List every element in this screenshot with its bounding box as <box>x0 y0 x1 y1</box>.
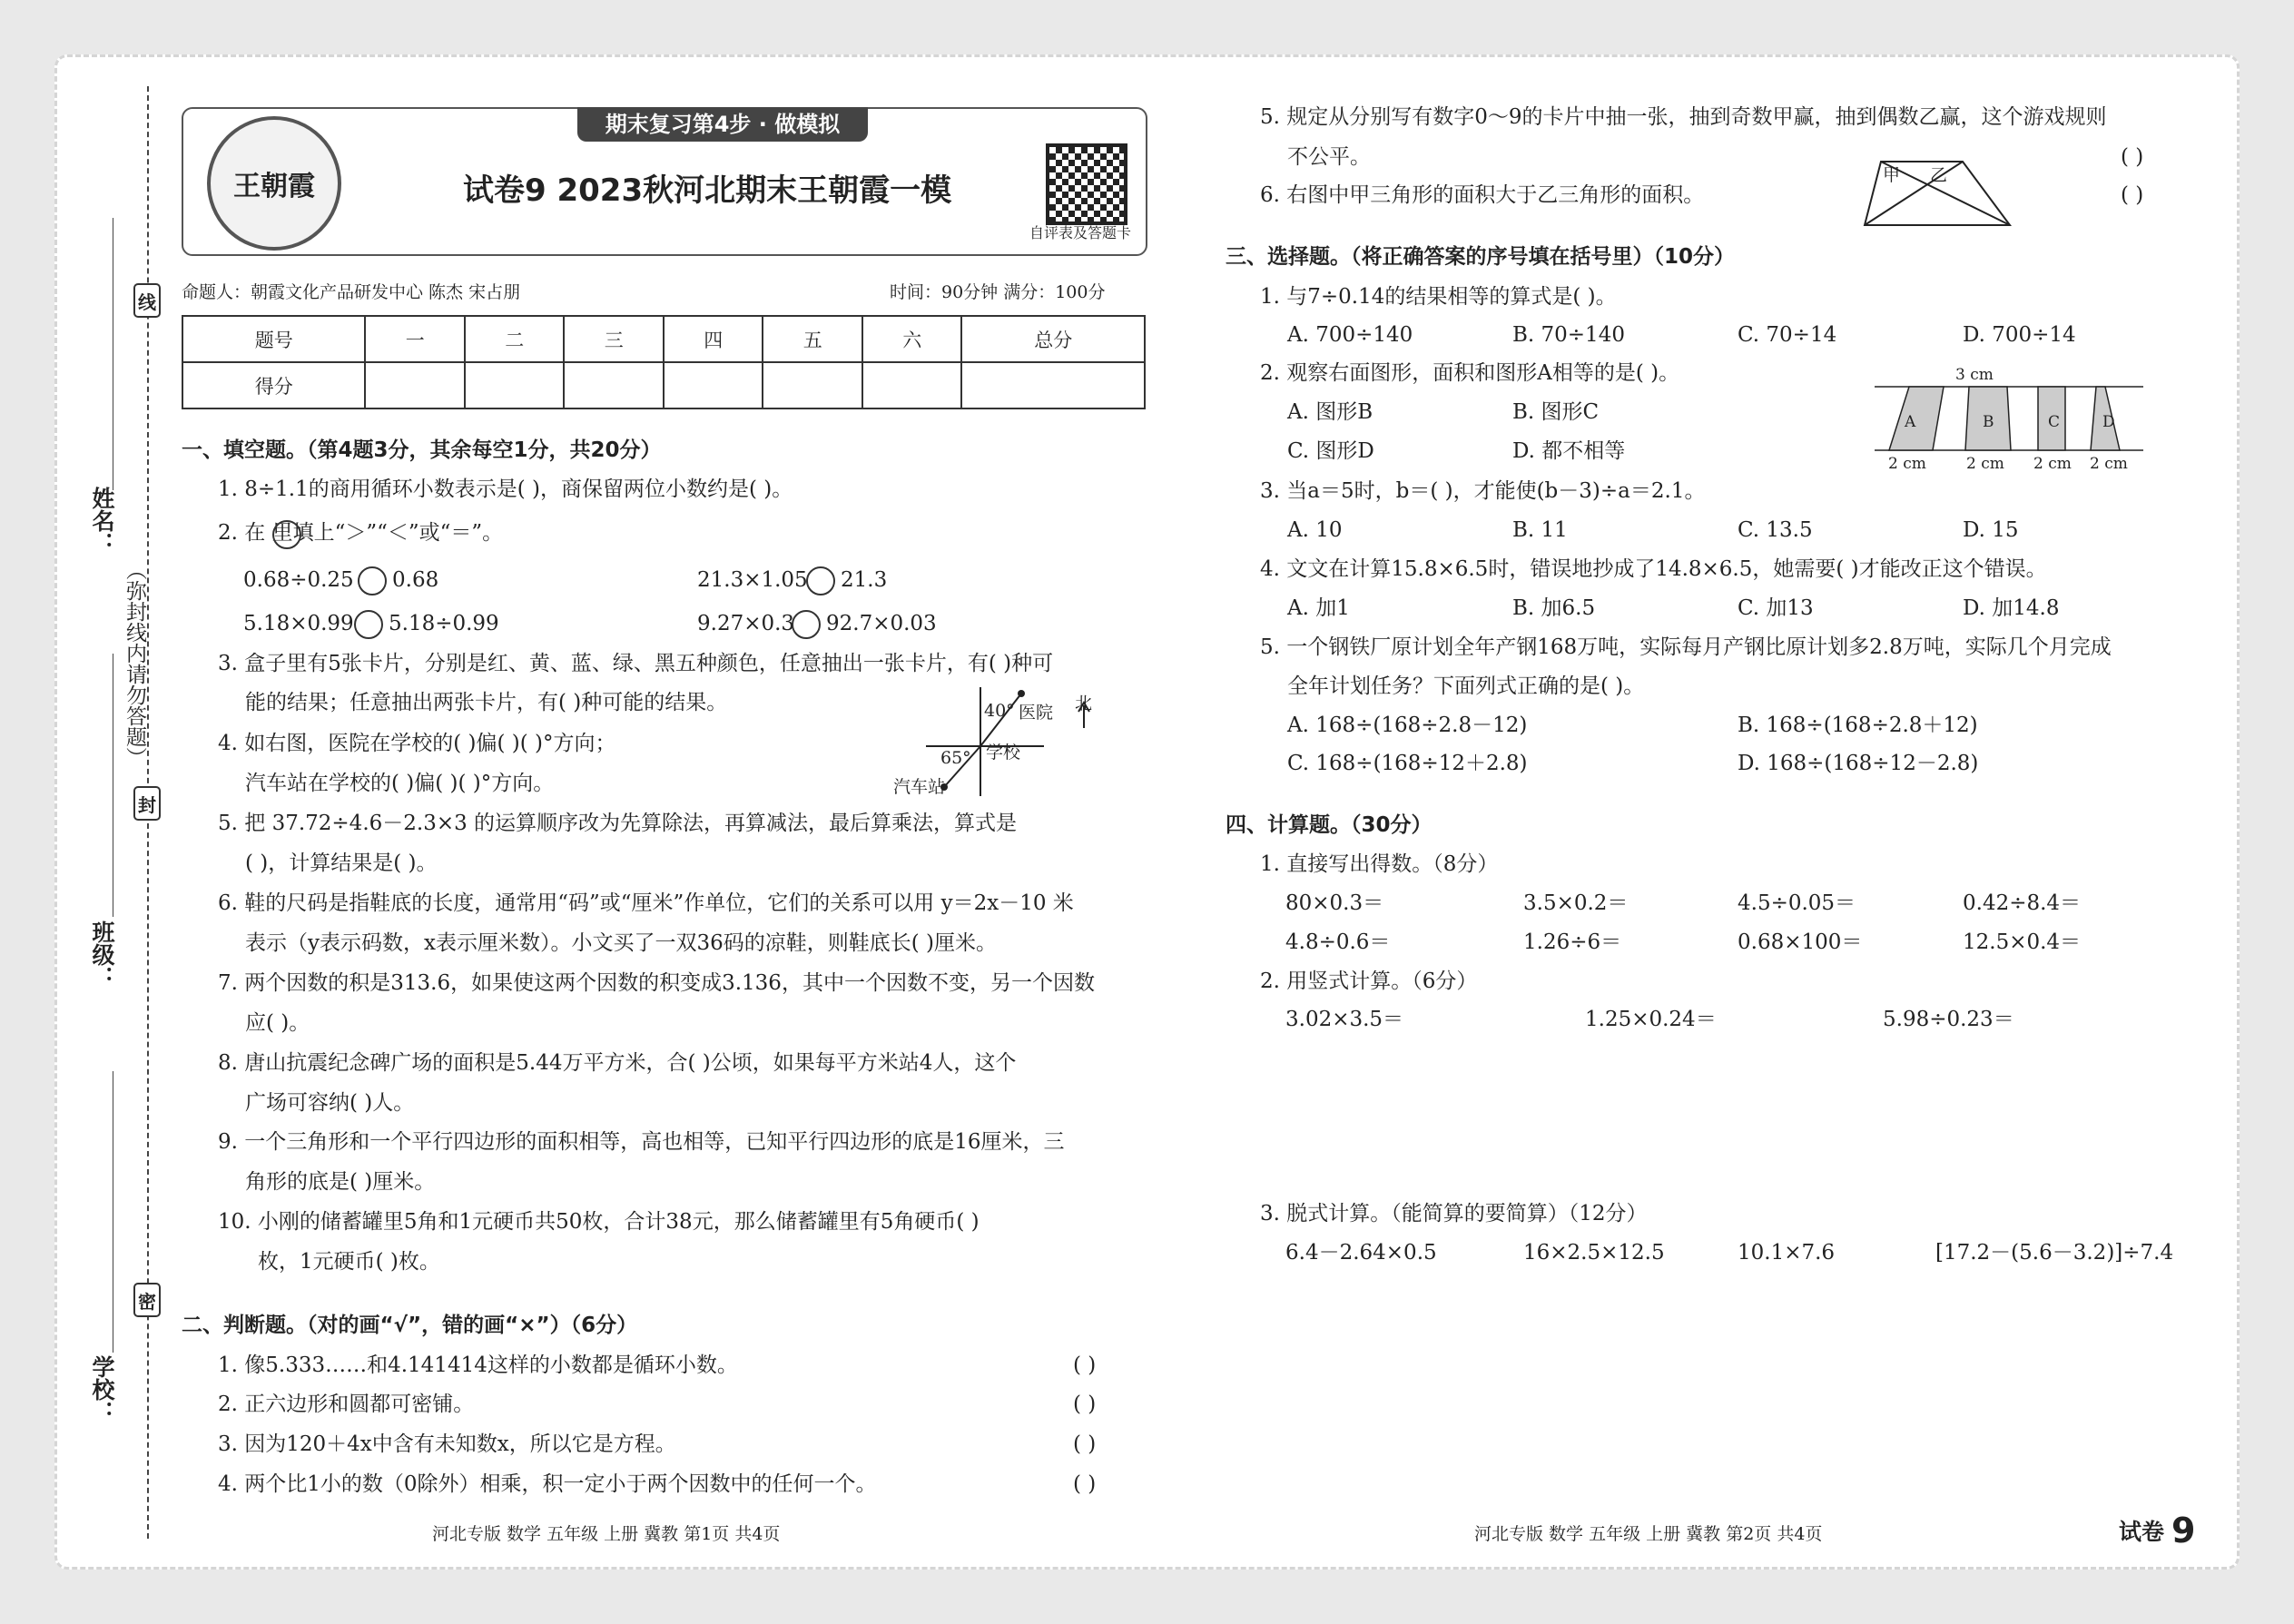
q2-a-left: 0.68÷0.25 <box>243 568 354 592</box>
calc-3-title: 3. 脱式计算。（能简算的要简算）（12分） <box>1260 1202 1648 1225</box>
question-1: 1. 8÷1.1的商用循环小数表示是( )，商保留两位小数约是( )。 <box>218 477 793 501</box>
triangle-jia: 甲 <box>1883 165 1901 185</box>
footer-right: 河北专版 数学 五年级 上册 冀教 第2页 共4页 <box>1474 1524 1823 1544</box>
q2-b-left: 21.3×1.05 <box>697 568 808 592</box>
shapes-top-label: 3 cm <box>1955 366 1994 384</box>
score-input-cell[interactable] <box>664 362 763 408</box>
logo-text: 王朝霞 <box>233 171 315 202</box>
choice-4-opt-d[interactable]: D. 加14.8 <box>1963 596 2060 620</box>
calc-3-item[interactable]: 6.4－2.64×0.5 <box>1285 1241 1437 1265</box>
q2-d-right: 92.7×0.03 <box>826 612 937 635</box>
choice-4-opt-a[interactable]: A. 加1 <box>1287 596 1350 620</box>
compare-circle-input[interactable] <box>792 610 821 639</box>
qr-caption: 自评表及答题卡 <box>1029 224 1132 241</box>
page-title: 试卷9 2023秋河北期末王朝霞一模 <box>463 172 952 209</box>
calc-3-item[interactable]: 10.1×7.6 <box>1738 1241 1836 1265</box>
question-3-line1: 3. 盒子里有5张卡片，分别是红、黄、蓝、绿、黑五种颜色，任意抽出一张卡片，有( )种可 <box>218 652 1054 675</box>
paper-number: 9 <box>2171 1511 2196 1550</box>
choice-3-opt-d[interactable]: D. 15 <box>1963 518 2019 542</box>
score-input-cell[interactable] <box>961 362 1145 408</box>
calc-1-item[interactable]: 0.68×100＝ <box>1738 930 1863 954</box>
figure-north: 北 <box>1075 694 1093 714</box>
score-input-cell[interactable] <box>465 362 565 408</box>
figure-angle-40: 40° <box>984 701 1015 721</box>
calc-1-item[interactable]: 12.5×0.4＝ <box>1963 930 2082 954</box>
score-header-cell: 题号 <box>182 316 365 362</box>
choice-4-opt-b[interactable]: B. 加6.5 <box>1512 596 1596 620</box>
calc-3-item[interactable]: [17.2－(5.6－3.2)]÷7.4 <box>1935 1241 2174 1265</box>
calc-1-title: 1. 直接写出得数。（8分） <box>1260 852 1499 876</box>
score-header-cell: 总分 <box>961 316 1145 362</box>
score-input-cell[interactable] <box>365 362 465 408</box>
choice-3: 3. 当a＝5时，b＝( )，才能使(b－3)÷a＝2.1。 <box>1260 479 1706 503</box>
judge-4: 4. 两个比1小的数（0除外）相乘，积一定小于两个因数中的任何一个。 <box>218 1472 877 1496</box>
figure-station: 汽车站 <box>893 777 946 797</box>
question-6-line2: 表示（y表示码数，x表示厘米数）。小文买了一双36码的凉鞋，则鞋底长( )厘米。 <box>245 931 997 955</box>
question-10-line2: 枚，1元硬币( )枚。 <box>258 1250 440 1274</box>
question-4-line1: 4. 如右图，医院在学校的( )偏( )( )°方向； <box>218 732 616 755</box>
choice-2-opt-c[interactable]: C. 图形D <box>1287 439 1374 463</box>
q2-c-right: 5.18÷0.99 <box>389 612 499 635</box>
question-2: 2. 在 里填上“＞”“＜”或“＝”。 <box>218 521 504 545</box>
q2-d-left: 9.27×0.3 <box>697 612 795 635</box>
choice-1-opt-a[interactable]: A. 700÷140 <box>1287 323 1413 347</box>
logo-seal <box>207 116 341 251</box>
judge-1-answer[interactable]: ( ) <box>1073 1353 1097 1377</box>
section1-title: 一、填空题。（第4题3分，其余每空1分，共20分） <box>182 438 662 462</box>
choice-2-opt-a[interactable]: A. 图形B <box>1287 400 1373 424</box>
section2-title: 二、判断题。（对的画“√”，错的画“×”）（6分） <box>182 1314 638 1337</box>
choice-5-opt-b[interactable]: B. 168÷(168÷2.8＋12) <box>1738 714 1978 737</box>
paper-number-label: 试卷 <box>2119 1519 2165 1545</box>
score-input-cell[interactable] <box>862 362 962 408</box>
score-header-cell: 一 <box>365 316 465 362</box>
q2-a-right: 0.68 <box>392 568 439 592</box>
choice-5-line1: 5. 一个钢铁厂原计划全年产钢168万吨，实际每月产钢比原计划多2.8万吨，实际几个月完成 <box>1260 635 2112 659</box>
compare-circle-input[interactable] <box>358 566 387 595</box>
section4-title: 四、计算题。（30分） <box>1226 813 1433 837</box>
judge-6-answer[interactable]: ( ) <box>2121 183 2144 207</box>
choice-2-opt-b[interactable]: B. 图形C <box>1512 400 1600 424</box>
score-header-cell: 四 <box>664 316 763 362</box>
calc-1-item[interactable]: 1.26÷6＝ <box>1523 930 1622 954</box>
question-9-line2: 角形的底是( )厘米。 <box>245 1170 436 1194</box>
choice-5-opt-a[interactable]: A. 168÷(168÷2.8－12) <box>1287 714 1528 737</box>
authors: 命题人：朝霞文化产品研发中心 陈杰 宋占朋 <box>182 282 521 302</box>
score-header-cell: 二 <box>465 316 565 362</box>
shape-width-d: 2 cm <box>2090 455 2128 473</box>
seal-mi-char: 密 <box>133 1283 161 1317</box>
choice-3-opt-c[interactable]: C. 13.5 <box>1738 518 1813 542</box>
calc-2-title: 2. 用竖式计算。（6分） <box>1260 969 1478 993</box>
name-label: 姓名： <box>89 487 115 555</box>
score-input-cell[interactable] <box>564 362 664 408</box>
question-7-line1: 7. 两个因数的积是313.6，如果使这两个因数的积变成3.136，其中一个因数不变，另一个因数 <box>218 971 1095 995</box>
choice-1-opt-b[interactable]: B. 70÷140 <box>1512 323 1625 347</box>
question-8-line2: 广场可容纳( )人。 <box>245 1091 415 1115</box>
choice-1-opt-d[interactable]: D. 700÷14 <box>1963 323 2076 347</box>
qr-code[interactable] <box>1046 143 1127 225</box>
question-4-line2: 汽车站在学校的( )偏( )( )°方向。 <box>245 772 555 795</box>
shape-width-c: 2 cm <box>2033 455 2072 473</box>
figure-angle-65: 65° <box>940 748 971 768</box>
choice-5-opt-c[interactable]: C. 168÷(168÷12＋2.8) <box>1287 752 1528 775</box>
shape-width-b: 2 cm <box>1966 455 2004 473</box>
question-6-line1: 6. 鞋的尺码是指鞋底的长度，通常用“码”或“厘米”作单位，它们的关系可以用 y＝2x－10 米 <box>218 891 1074 915</box>
calc-1-item[interactable]: 4.8÷0.6＝ <box>1285 930 1391 954</box>
figure-school: 学校 <box>986 743 1021 763</box>
score-table <box>182 315 1146 409</box>
judge-3: 3. 因为120＋4x中含有未知数x，所以它是方程。 <box>218 1432 676 1456</box>
calc-1-item[interactable]: 0.42÷8.4＝ <box>1963 891 2082 915</box>
class-label: 班级： <box>89 920 115 989</box>
judge-5-line1: 5. 规定从分别写有数字0～9的卡片中抽一张，抽到奇数甲赢，抽到偶数乙赢，这个游戏规则 <box>1260 105 2107 129</box>
seal-feng-char: 封 <box>133 786 161 821</box>
choice-1: 1. 与7÷0.14的结果相等的算式是( )。 <box>1260 285 1617 309</box>
shape-label-d: D <box>2102 413 2115 431</box>
question-8-line1: 8. 唐山抗震纪念碑广场的面积是5.44万平方米，合( )公顷，如果每平方米站4人，这个 <box>218 1051 1017 1075</box>
footer-left: 河北专版 数学 五年级 上册 冀教 第1页 共4页 <box>432 1524 781 1544</box>
score-input-cell[interactable] <box>763 362 862 408</box>
triangle-yi: 乙 <box>1930 165 1948 185</box>
school-label: 学校： <box>89 1355 115 1423</box>
judge-1: 1. 像5.333……和4.141414这样的小数都是循环小数。 <box>218 1353 738 1377</box>
choice-3-opt-b[interactable]: B. 11 <box>1512 518 1568 542</box>
figure-hospital: 医院 <box>1019 703 1054 723</box>
time-score: 时间：90分钟 满分：100分 <box>890 282 1106 302</box>
calc-2-item[interactable]: 5.98÷0.23＝ <box>1883 1008 2014 1031</box>
judge-6: 6. 右图中甲三角形的面积大于乙三角形的面积。 <box>1260 183 1705 207</box>
calc-1-item[interactable]: 3.5×0.2＝ <box>1523 891 1629 915</box>
score-header-cell: 六 <box>862 316 962 362</box>
q2-c-left: 5.18×0.99 <box>243 612 354 635</box>
question-9-line1: 9. 一个三角形和一个平行四边形的面积相等，高也相等，已知平行四边形的底是16厘米，三 <box>218 1130 1065 1154</box>
judge-2: 2. 正六边形和圆都可密铺。 <box>218 1393 475 1416</box>
judge-2-answer[interactable]: ( ) <box>1073 1393 1097 1416</box>
section3-title: 三、选择题。（将正确答案的序号填在括号里）（10分） <box>1226 245 1736 269</box>
binding-note: （弥封线内请勿答题） <box>123 559 146 768</box>
score-label-cell: 得分 <box>182 362 365 408</box>
question-3-line2: 能的结果；任意抽出两张卡片，有( )种可能的结果。 <box>245 691 728 714</box>
choice-2-opt-d[interactable]: D. 都不相等 <box>1512 439 1626 463</box>
calc-2-item[interactable]: 3.02×3.5＝ <box>1285 1008 1404 1031</box>
calc-1-item[interactable]: 80×0.3＝ <box>1285 891 1384 915</box>
judge-5-line2: 不公平。 <box>1287 145 1371 169</box>
judge-3-answer[interactable]: ( ) <box>1073 1432 1097 1456</box>
compare-circle-input[interactable] <box>354 610 383 639</box>
choice-4-opt-c[interactable]: C. 加13 <box>1738 596 1814 620</box>
question-5-line2: ( )，计算结果是( )。 <box>245 851 438 875</box>
question-10-line1: 10. 小刚的储蓄罐里5角和1元硬币共50枚，合计38元，那么储蓄罐里有5角硬币( ) <box>218 1210 980 1234</box>
judge-5-answer[interactable]: ( ) <box>2121 145 2144 169</box>
question-7-line2: 应( )。 <box>245 1011 310 1035</box>
choice-5-opt-d[interactable]: D. 168÷(168÷12－2.8) <box>1738 752 1979 775</box>
shape-label-b: B <box>1983 413 1994 431</box>
seal-line-char: 线 <box>133 283 161 318</box>
shape-label-c: C <box>2048 413 2061 431</box>
compare-circle <box>272 520 301 549</box>
calc-3-item[interactable]: 16×2.5×12.5 <box>1523 1241 1665 1265</box>
score-header-cell: 五 <box>763 316 862 362</box>
choice-3-opt-a[interactable]: A. 10 <box>1287 518 1343 542</box>
choice-1-opt-c[interactable]: C. 70÷14 <box>1738 323 1837 347</box>
calc-1-item[interactable]: 4.5÷0.05＝ <box>1738 891 1856 915</box>
banner: 期末复习第4步 · 做模拟 <box>577 107 868 142</box>
choice-5-line2: 全年计划任务？下面列式正确的是( )。 <box>1287 674 1645 698</box>
compare-circle-input[interactable] <box>806 566 835 595</box>
shape-label-a: A <box>1905 413 1916 431</box>
choice-2: 2. 观察右面图形，面积和图形A相等的是( )。 <box>1260 361 1680 385</box>
choice-4: 4. 文文在计算15.8×6.5时，错误地抄成了14.8×6.5，她需要( )才能改正这个错误。 <box>1260 557 2047 581</box>
score-header-cell: 三 <box>564 316 664 362</box>
shape-width-a: 2 cm <box>1888 455 1926 473</box>
calc-2-item[interactable]: 1.25×0.24＝ <box>1585 1008 1717 1031</box>
judge-4-answer[interactable]: ( ) <box>1073 1472 1097 1496</box>
question-5-line1: 5. 把 37.72÷4.6－2.3×3 的运算顺序改为先算除法，再算减法，最后算乘法，算式是 <box>218 812 1018 835</box>
q2-b-right: 21.3 <box>841 568 888 592</box>
